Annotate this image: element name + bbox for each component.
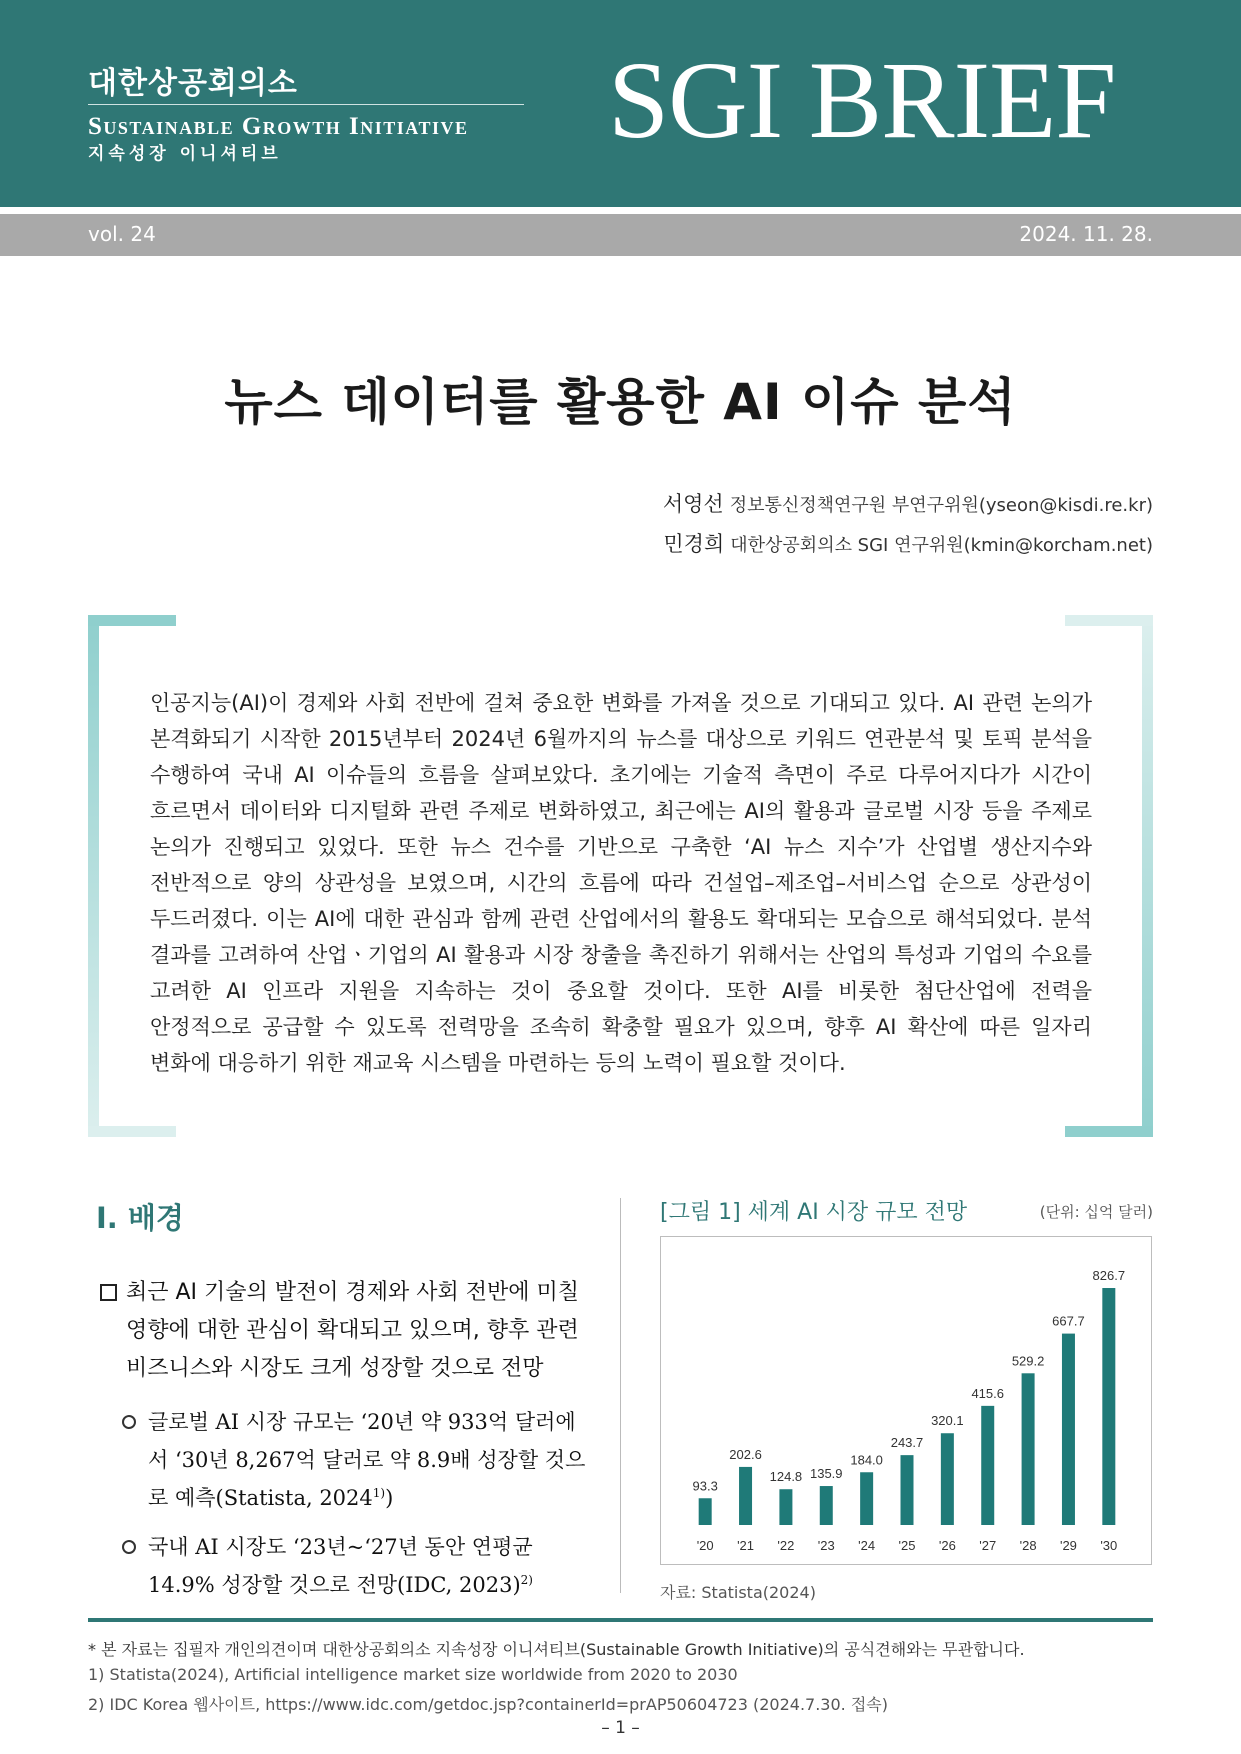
sub-bullet-tail: ) <box>385 1486 394 1510</box>
header-banner <box>0 0 1241 207</box>
volume-bar <box>0 214 1241 256</box>
bar-4 <box>860 1472 873 1525</box>
bar-9 <box>1062 1334 1075 1525</box>
footnote-1: 1) Statista(2024), Artificial intelligence market size worldwide from 2020 to 2030 <box>88 1665 738 1684</box>
org-name-english: Sustainable Growth Initiative <box>88 113 469 140</box>
data-label-3: 135.9 <box>809 1466 843 1482</box>
header-divider <box>88 104 524 105</box>
tick-label-8: '28 <box>1019 1538 1037 1553</box>
tick-label-5: '25 <box>898 1538 916 1553</box>
bracket-right-top <box>1065 615 1153 626</box>
data-label-1: 202.6 <box>729 1446 762 1462</box>
bar-5 <box>901 1455 914 1525</box>
org-name-korean: 대한상공회의소 <box>88 66 298 101</box>
data-label-7: 415.6 <box>971 1385 1005 1401</box>
tick-label-3: '23 <box>817 1538 835 1553</box>
author-affiliation: 대한상공회의소 SGI 연구위원(kmin@korcham.net) <box>730 535 1153 556</box>
tick-label-7: '27 <box>979 1538 997 1553</box>
figure-source: 자료: Statista(2024) <box>660 1583 816 1602</box>
footer-rule <box>88 1618 1153 1622</box>
tick-label-9: '29 <box>1059 1538 1077 1553</box>
summary-paragraph: 인공지능(AI)이 경제와 사회 전반에 걸쳐 중요한 변화를 가져올 것으로 기대되고 있다. AI 관련 논의가 본격화되기 시작한 2015년부터 2024년 6월까지의 뉴스를 대상으로 키워드 연관분석 및 토픽 분석을 수행하여 국내 AI 이슈들의 흐름을 살펴보았다. 초기에는 기술적 측면이 주로 다루어지다가 시간이 흐르면서 데이터와 디지털화 관련 주제로 변화하였고, 최근에는 AI의 활용과 글로벌 시장 등을 주제로 논의가 진행되고 있었다. 또한 뉴스 건수를 기반으로 구축한 ‘AI 뉴스 지수’가 산업별 생산지수와 전반적으로 양의 상관성을 보였으며, 시간의 흐름에 따라 건설업–제조업–서비스업 순으로 상관성이 두드러졌다. 이는 AI에 대한 관심과 함께 관련 산업에서의 활용도 확대되는 모습으로 해석되었다. 분석 결과를 고려하여 산업ㆍ기업의 AI 활용과 시장 창출을 촉진하기 위해서는 산업의 특성과 기업의 수요를 고려한 AI 인프라 지원을 지속하는 것이 중요할 것이다. 또한 AI를 비롯한 첨단산업에 전력을 안정적으로 공급할 수 있도록 전력망을 조속히 확충할 필요가 있으며, 향후 AI 확산에 따른 일자리 변화에 대응하기 위한 재교육 시스템을 마련하는 등의 노력이 필요할 것이다. <box>150 691 1092 1075</box>
bar-chart <box>660 1236 1152 1565</box>
column-divider <box>620 1198 621 1593</box>
bar-10 <box>1102 1288 1115 1525</box>
main-bullet-text: 최근 AI 기술의 발전이 경제와 사회 전반에 미칠 영향에 대한 관심이 확대되고 있으며, 향후 관련 비즈니스와 시장도 크게 성장할 것으로 전망 <box>126 1280 580 1381</box>
tick-label-6: '26 <box>938 1538 956 1553</box>
bar-7 <box>981 1406 994 1525</box>
tick-label-2: '22 <box>777 1538 795 1553</box>
volume-number: vol. 24 <box>88 222 156 246</box>
author-affiliation: 정보통신정책연구원 부연구위원(yseon@kisdi.re.kr) <box>729 495 1153 516</box>
bar-0 <box>699 1498 712 1525</box>
section-title: Ⅰ. 배경 <box>96 1201 184 1235</box>
circle-bullet-icon <box>122 1415 136 1429</box>
footnote-2: 2) IDC Korea 웹사이트, https://www.idc.com/getdoc.jsp?containerId=prAP50604723 (2024.7.30. 접속) <box>88 1695 888 1714</box>
brand-title: SGI BRIEF <box>608 39 1116 161</box>
page-number: – 1 – <box>601 1718 640 1738</box>
sub-bullet-text: 글로벌 AI 시장 규모는 ‘20년 약 933억 달러에서 ‘30년 8,267억 달러로 약 8.9배 성장할 것으로 예측(Statista, 2024 <box>148 1410 586 1510</box>
chart-svg <box>661 1237 1151 1564</box>
author-line <box>663 528 1153 558</box>
square-bullet-icon <box>100 1284 117 1301</box>
tick-label-10: '30 <box>1100 1538 1118 1553</box>
main-bullet <box>100 1274 600 1388</box>
sub-bullet <box>122 1403 590 1517</box>
tick-label-4: '24 <box>858 1538 876 1553</box>
author-line <box>663 488 1153 518</box>
tick-label-1: '21 <box>737 1538 755 1553</box>
bar-1 <box>739 1467 752 1525</box>
circle-bullet-icon <box>122 1540 136 1554</box>
bracket-right-bottom <box>1065 1126 1153 1137</box>
data-label-5: 243.7 <box>890 1435 924 1451</box>
bracket-left <box>88 615 99 1137</box>
data-label-9: 667.7 <box>1052 1313 1085 1329</box>
bracket-right <box>1142 615 1153 1137</box>
publish-date: 2024. 11. 28. <box>1019 222 1153 246</box>
data-label-8: 529.2 <box>1011 1353 1045 1369</box>
bracket-left-top <box>88 615 176 626</box>
bar-2 <box>779 1489 792 1525</box>
bar-3 <box>820 1486 833 1525</box>
figure-unit: (단위: 십억 달러) <box>1039 1203 1153 1221</box>
figure-title: [그림 1] 세계 AI 시장 규모 전망 <box>660 1200 968 1225</box>
data-label-6: 320.1 <box>931 1413 964 1429</box>
sub-bullet <box>122 1528 590 1604</box>
author-name: 서영선 <box>662 492 724 516</box>
sub-bullet-text: 국내 AI 시장도 ‘23년~‘27년 동안 연평균 14.9% 성장할 것으로 전망(IDC, 2023) <box>148 1535 533 1597</box>
bracket-left-bottom <box>88 1126 176 1137</box>
data-label-10: 826.7 <box>1092 1268 1126 1284</box>
author-name: 민경희 <box>663 532 725 556</box>
footnote-ref: 2) <box>520 1573 533 1587</box>
document-title: 뉴스 데이터를 활용한 AI 이슈 분석 <box>224 373 1017 431</box>
data-label-0: 93.3 <box>692 1478 718 1494</box>
footnote-ref: 1) <box>372 1486 386 1500</box>
bar-6 <box>941 1433 954 1525</box>
tick-label-0: '20 <box>696 1538 714 1553</box>
disclaimer: * 본 자료는 집필자 개인의견이며 대한상공회의소 지속성장 이니셔티브(Sustainable Growth Initiative)의 공식견해와는 무관합니다. <box>88 1640 1025 1659</box>
org-subtitle: 지속성장 이니셔티브 <box>88 144 282 164</box>
data-label-2: 124.8 <box>769 1469 803 1485</box>
bar-8 <box>1022 1373 1035 1525</box>
data-label-4: 184.0 <box>850 1452 883 1468</box>
